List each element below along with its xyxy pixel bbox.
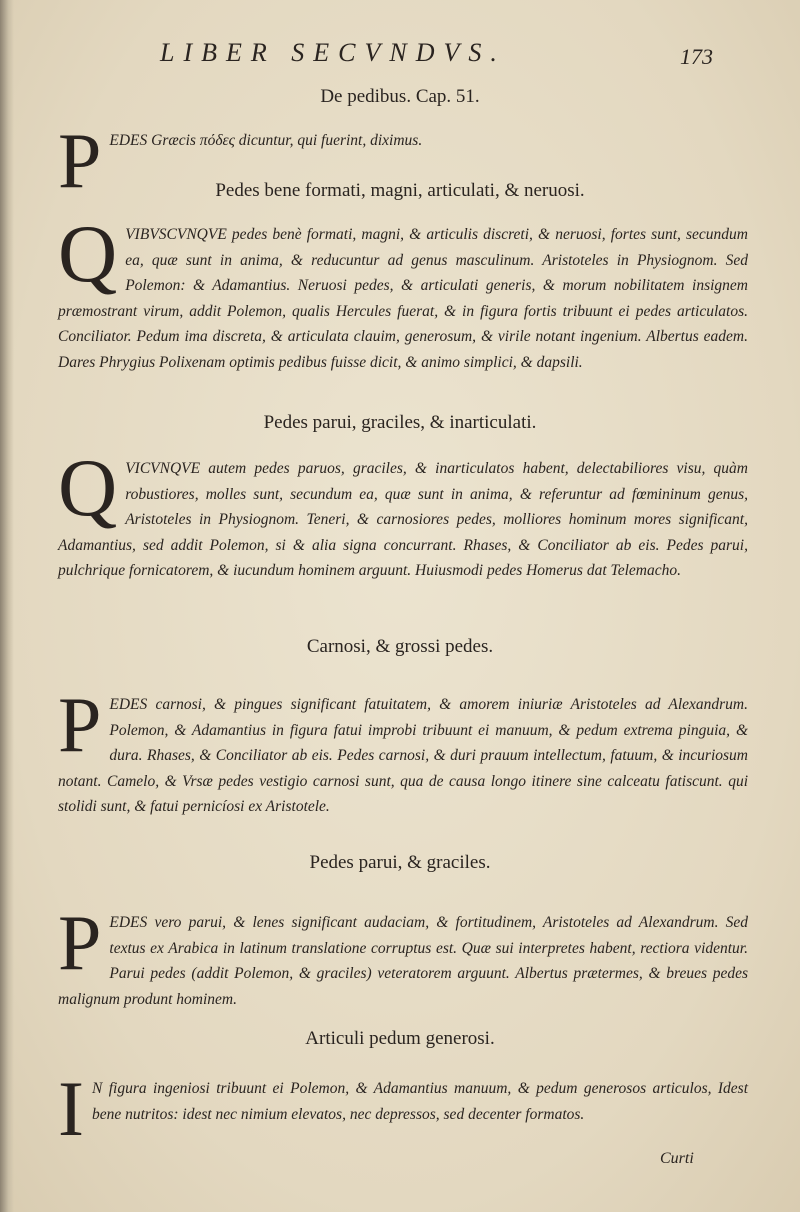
running-head: LIBER SECVNDVS. <box>160 38 506 67</box>
section-heading: Articuli pedum generosi. <box>305 1028 495 1049</box>
paragraph-articuli <box>58 1065 748 1152</box>
section-heading: Pedes parui, & graciles. <box>309 852 491 873</box>
page-number: 173 <box>680 44 713 69</box>
drop-cap: Q <box>58 208 118 299</box>
paragraph-parui-graciles <box>58 442 748 584</box>
drop-cap: P <box>58 681 102 768</box>
paragraph-text: EDES carnosi, & pingues significant fatuitatem, & amorem iniuriæ Aristoteles ad Alexandrum. Polemon, & Adamantius in figura fatui improbi tribuunt ei manuum, & pedum extrema pinguia, & dura. Rhases, & Conciliator ab eis. Pedes carnosi, & duri prauum intellectum, fatuum, & incuriosum notant. Camelo, & Vrsæ pedes vestigio carnosi sunt, qua de causa longo itinere sine calceatu fatiscunt. qui stolidi sunt, & fatui pernicíosi ex Aristotele. <box>58 696 748 815</box>
drop-cap: I <box>58 1065 84 1152</box>
paragraph-text: VICVNQVE autem pedes paruos, graciles, & inarticulatos habent, delectabiliores visu, quàm robustiores, molles sunt, secundum ea, quæ sunt in anima, & referuntur ad fœmininum genus, Aristoteles in Physiognom. Teneri, & carnosiores pedes, molliores hominum mores significant, Adamantius, sed addit Polemon, si & alia signa concurrant. Rhases, & Conciliator ab eis. Pedes parui, pulchrique fornicatorem, & iucundum hominem arguunt. Huiusmodi pedes Homerus dat Telemacho. <box>58 460 748 579</box>
chapter-title: De pedibus. Cap. 51. <box>320 86 480 107</box>
drop-cap: Q <box>58 442 118 533</box>
paragraph-text: N figura ingeniosi tribuunt ei Polemon, & Adamantius manuum, & pedum generosos articulos, Idest bene nutritos: idest nec nimium elevatos, nec depressos, sed decenter formatos. <box>91 1080 748 1123</box>
paragraph-text: EDES vero parui, & lenes significant audaciam, & fortitudinem, Aristoteles ad Alexandrum. Sed textus ex Arabica in latinum translatione corruptus est. Quæ sui interpretes habent, rectiora videntur. Parui pedes (addit Polemon, & graciles) veteratorem arguunt. Albertus prætermes, & breues pedes malignum produnt hominem. <box>58 914 748 1008</box>
section-heading: Pedes bene formati, magni, articulati, & neruosi. <box>215 180 585 201</box>
paragraph-bene-formati <box>58 208 748 375</box>
paragraph-parui <box>58 899 748 1012</box>
drop-cap: P <box>58 899 102 986</box>
paragraph-text: VIBVSCVNQVE pedes benè formati, magni, & articulis discreti, & neruosi, fortes sunt, secundum ea, quæ sunt in anima, & reducuntur ad genus masculinum. Aristoteles in Physiognom. Sed Polemon: & Adamantius. Neruosi pedes, & articulati generis, & morum nobilitatem insignem præmostrant virum, addit Polemon, qualis Hercules fuerat, & in figura fortis tribuunt ei pedes articulatos. Conciliator. Pedum ima discreta, & articulata clauim, generosum, & virile notant ingenium. Albertus eadem. Dares Phrygius Polixenam optimis pedibus fuisse dicit, & animo simplici, & dapsili. <box>58 226 748 371</box>
section-heading: Carnosi, & grossi pedes. <box>306 636 494 657</box>
drop-cap: P <box>58 117 102 204</box>
catchword: Curti <box>660 1150 694 1167</box>
paragraph-carnosi <box>58 681 748 820</box>
section-heading: Pedes parui, graciles, & inarticulati. <box>263 412 537 433</box>
paragraph-text: EDES Græcis πόδες dicuntur, qui fuerint, diximus. <box>109 132 423 149</box>
